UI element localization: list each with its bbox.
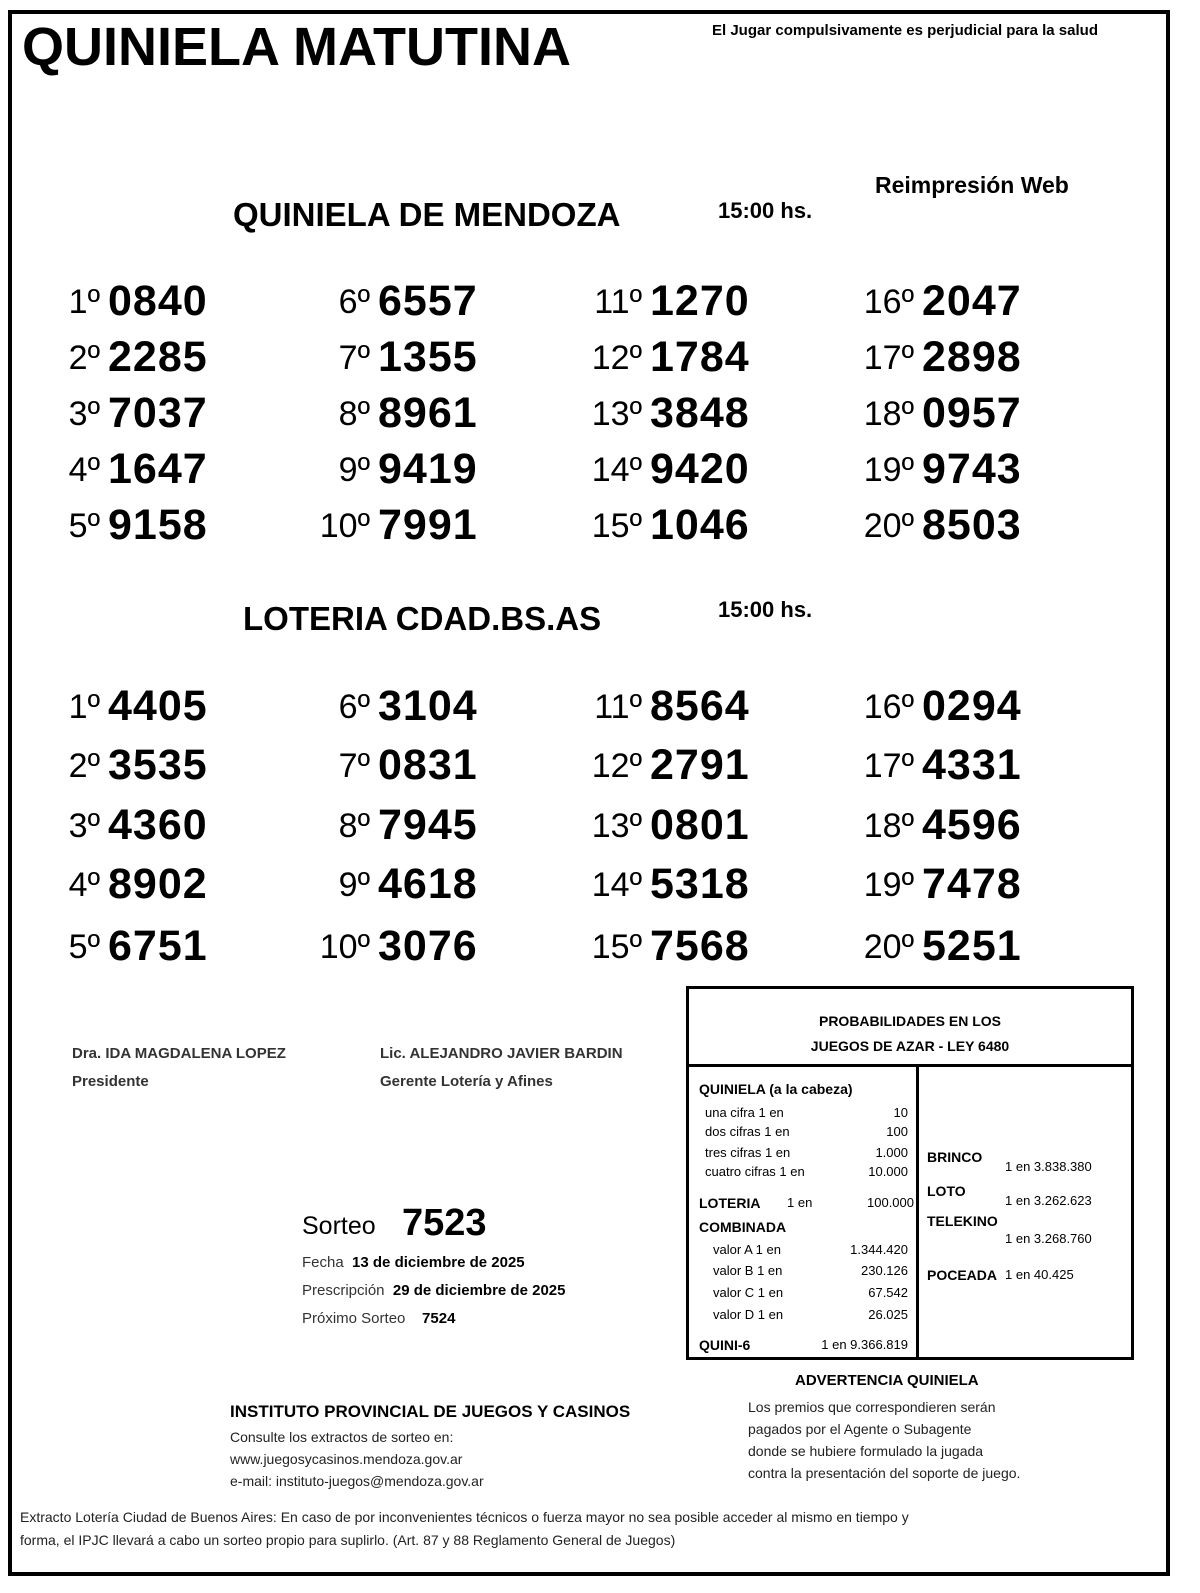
result-number: 9743	[922, 445, 1022, 493]
brinco-prob-label: BRINCO	[927, 1149, 983, 1165]
result-position: 16º	[863, 283, 914, 321]
footer-line: Extracto Lotería Ciudad de Buenos Aires: En caso de por inconvenientes técnicos o fuerza mayor no sea posible acceder al mismo en tiempo y	[20, 1509, 909, 1525]
result-number: 3104	[378, 682, 478, 730]
combinada-row-label: valor B 1 en	[713, 1263, 783, 1278]
signature-left-name: Dra. IDA MAGDALENA LOPEZ	[72, 1045, 286, 1062]
result-position: 14º	[591, 451, 642, 489]
result-number: 4618	[378, 860, 478, 908]
loteria-prob-value: 100.000	[867, 1195, 914, 1210]
result-number: 0840	[108, 277, 208, 325]
advertencia-line: Los premios que correspondieren serán	[748, 1399, 996, 1415]
quiniela-row-value: 10.000	[868, 1164, 908, 1179]
result-number: 6751	[108, 922, 208, 970]
poceada-prob-label: POCEADA	[927, 1267, 998, 1283]
result-cell	[814, 796, 1084, 849]
result-position: 10º	[319, 928, 370, 966]
draw-expiry-value: 29 de diciembre de 2025	[392, 1282, 566, 1299]
result-position: 12º	[591, 339, 642, 377]
result-cell	[814, 328, 1084, 381]
result-cell	[814, 855, 1084, 908]
result-position: 16º	[863, 688, 914, 726]
footer-note	[20, 1506, 1160, 1552]
signature-right-role: Gerente Lotería y Afines	[380, 1073, 553, 1090]
result-number: 5318	[650, 860, 750, 908]
brinco-prob-value: 1 en 3.838.380	[1005, 1159, 1092, 1174]
result-position: 11º	[594, 688, 642, 726]
result-cell	[0, 796, 270, 849]
result-cell	[814, 272, 1084, 325]
result-number: 3076	[378, 922, 478, 970]
advertencia-line: pagados por el Agente o Subagente	[748, 1421, 972, 1437]
result-position: 13º	[591, 395, 642, 433]
result-cell	[814, 917, 1084, 970]
mendoza-time: 15:00 hs.	[718, 198, 813, 223]
result-number: 2898	[922, 333, 1022, 381]
institute-text	[230, 1426, 484, 1492]
quiniela-row-value: 1.000	[875, 1145, 908, 1160]
draw-next-value: 7524	[422, 1310, 456, 1327]
quiniela-row-label: una cifra 1 en	[705, 1105, 784, 1120]
result-cell	[0, 272, 270, 325]
result-position: 5º	[68, 507, 100, 545]
result-cell	[0, 328, 270, 381]
result-cell	[542, 440, 812, 493]
result-number: 8503	[922, 501, 1022, 549]
result-number: 8961	[378, 389, 478, 437]
result-cell	[270, 736, 540, 789]
result-position: 18º	[863, 807, 914, 845]
result-position: 1º	[68, 688, 100, 726]
result-cell	[270, 384, 540, 437]
result-cell	[270, 440, 540, 493]
result-cell	[814, 440, 1084, 493]
result-number: 1046	[650, 501, 750, 549]
result-cell	[0, 496, 270, 549]
institute-line: Consulte los extractos de sorteo en:	[230, 1429, 454, 1445]
signature-right-name: Lic. ALEJANDRO JAVIER BARDIN	[380, 1045, 623, 1062]
probabilities-box	[686, 986, 1134, 1360]
result-cell	[270, 328, 540, 381]
result-cell	[0, 855, 270, 908]
result-position: 15º	[591, 928, 642, 966]
quini6-prob-value: 1 en 9.366.819	[821, 1337, 908, 1352]
result-cell	[270, 796, 540, 849]
health-warning: El Jugar compulsivamente es perjudicial para la salud	[712, 22, 1098, 39]
telekino-prob-label: TELEKINO	[927, 1213, 998, 1229]
institute-website: www.juegosycasinos.mendoza.gov.ar	[230, 1451, 463, 1467]
poceada-prob-value: 1 en 40.425	[1005, 1267, 1074, 1282]
result-cell	[542, 384, 812, 437]
result-cell	[542, 677, 812, 730]
advertencia-line: donde se hubiere formulado la jugada	[748, 1443, 984, 1459]
result-position: 11º	[594, 283, 642, 321]
probabilities-header	[689, 989, 1131, 1067]
result-number: 1784	[650, 333, 750, 381]
bsas-time: 15:00 hs.	[718, 597, 813, 622]
result-number: 4331	[922, 741, 1022, 789]
result-position: 4º	[68, 451, 100, 489]
result-number: 9419	[378, 445, 478, 493]
quiniela-row-value: 10	[893, 1105, 908, 1120]
result-number: 0294	[922, 682, 1022, 730]
combinada-row-label: valor A 1 en	[713, 1242, 781, 1257]
result-cell	[0, 917, 270, 970]
telekino-prob-value: 1 en 3.268.760	[1005, 1231, 1092, 1246]
combinada-prob-label: COMBINADA	[699, 1219, 787, 1235]
result-cell	[0, 677, 270, 730]
result-cell	[542, 796, 812, 849]
result-position: 6º	[338, 688, 370, 726]
result-number: 7991	[378, 501, 478, 549]
result-position: 5º	[68, 928, 100, 966]
institute-email: e-mail: instituto-juegos@mendoza.gov.ar	[230, 1473, 484, 1489]
result-position: 9º	[338, 866, 370, 904]
page-title: QUINIELA MATUTINA	[22, 17, 571, 77]
advertencia-text	[748, 1396, 1020, 1484]
result-number: 1355	[378, 333, 478, 381]
quiniela-row-value: 100	[886, 1124, 908, 1139]
result-position: 20º	[863, 507, 914, 545]
result-number: 3848	[650, 389, 750, 437]
result-position: 19º	[863, 451, 914, 489]
result-number: 4405	[108, 682, 208, 730]
result-cell	[542, 736, 812, 789]
result-cell	[0, 440, 270, 493]
result-number: 9420	[650, 445, 750, 493]
draw-expiry-label: Prescripción	[302, 1282, 385, 1299]
result-number: 3535	[108, 741, 208, 789]
draw-expiry	[302, 1282, 565, 1299]
result-number: 8564	[650, 682, 750, 730]
result-number: 8902	[108, 860, 208, 908]
result-cell	[542, 855, 812, 908]
result-number: 0801	[650, 801, 750, 849]
draw-date-label: Fecha	[302, 1254, 344, 1271]
result-cell	[270, 272, 540, 325]
mendoza-title: QUINIELA DE MENDOZA	[233, 196, 621, 233]
result-position: 3º	[68, 807, 100, 845]
result-position: 3º	[68, 395, 100, 433]
result-position: 18º	[863, 395, 914, 433]
result-position: 2º	[68, 339, 100, 377]
signature-left-role: Presidente	[72, 1073, 149, 1090]
result-number: 2791	[650, 741, 750, 789]
result-cell	[0, 384, 270, 437]
result-number: 2047	[922, 277, 1022, 325]
result-cell	[542, 917, 812, 970]
quiniela-prob-title: QUINIELA (a la cabeza)	[699, 1081, 853, 1097]
result-number: 5251	[922, 922, 1022, 970]
result-position: 8º	[338, 807, 370, 845]
draw-next	[302, 1310, 455, 1327]
result-position: 20º	[863, 928, 914, 966]
loto-prob-label: LOTO	[927, 1183, 966, 1199]
advertencia-title: ADVERTENCIA QUINIELA	[795, 1372, 979, 1389]
combinada-row-label: valor D 1 en	[713, 1307, 784, 1322]
result-position: 8º	[338, 395, 370, 433]
result-number: 2285	[108, 333, 208, 381]
result-position: 9º	[338, 451, 370, 489]
result-number: 7945	[378, 801, 478, 849]
result-cell	[270, 496, 540, 549]
loteria-prob-text: 1 en	[787, 1195, 813, 1210]
footer-line: forma, el IPJC llevará a cabo un sorteo propio para suplirlo. (Art. 87 y 88 Reglamento General de Juegos)	[20, 1532, 676, 1548]
combinada-row-value: 230.126	[861, 1263, 908, 1278]
draw-date-value: 13 de diciembre de 2025	[352, 1254, 525, 1271]
result-number: 7037	[108, 389, 208, 437]
result-position: 2º	[68, 747, 100, 785]
reprint-label: Reimpresión Web	[875, 172, 1069, 198]
result-position: 13º	[591, 807, 642, 845]
result-position: 10º	[319, 507, 370, 545]
result-cell	[542, 496, 812, 549]
result-number: 4596	[922, 801, 1022, 849]
result-number: 1647	[108, 445, 208, 493]
loteria-prob-label: LOTERIA	[699, 1195, 761, 1211]
probabilities-title-1: PROBABILIDADES EN LOS	[818, 1013, 1001, 1029]
result-cell	[814, 677, 1084, 730]
result-number: 9158	[108, 501, 208, 549]
result-number: 0831	[378, 741, 478, 789]
result-position: 7º	[338, 339, 370, 377]
result-number: 0957	[922, 389, 1022, 437]
result-cell	[0, 736, 270, 789]
quiniela-row-label: tres cifras 1 en	[705, 1145, 791, 1160]
combinada-row-value: 26.025	[868, 1307, 908, 1322]
result-cell	[814, 384, 1084, 437]
draw-label: Sorteo	[302, 1212, 376, 1240]
result-cell	[814, 736, 1084, 789]
result-position: 17º	[863, 339, 914, 377]
result-position: 1º	[68, 283, 100, 321]
result-position: 7º	[338, 747, 370, 785]
result-number: 7478	[922, 860, 1022, 908]
result-cell	[270, 917, 540, 970]
result-cell	[814, 496, 1084, 549]
institute-title: INSTITUTO PROVINCIAL DE JUEGOS Y CASINOS	[230, 1402, 631, 1421]
result-number: 1270	[650, 277, 750, 325]
result-cell	[270, 855, 540, 908]
quini6-prob-label: QUINI-6	[699, 1337, 751, 1353]
combinada-row-value: 67.542	[868, 1285, 908, 1300]
result-position: 19º	[863, 866, 914, 904]
draw-number: 7523	[402, 1202, 487, 1244]
quiniela-row-label: dos cifras 1 en	[705, 1124, 790, 1139]
result-position: 15º	[591, 507, 642, 545]
advertencia-line: contra la presentación del soporte de juego.	[748, 1465, 1021, 1481]
result-cell	[270, 677, 540, 730]
quiniela-row-label: cuatro cifras 1 en	[705, 1164, 805, 1179]
result-position: 6º	[338, 283, 370, 321]
draw-next-label: Próximo Sorteo	[302, 1310, 406, 1327]
result-number: 4360	[108, 801, 208, 849]
result-number: 6557	[378, 277, 478, 325]
result-number: 7568	[650, 922, 750, 970]
combinada-row-label: valor C 1 en	[713, 1285, 784, 1300]
combinada-row-value: 1.344.420	[850, 1242, 908, 1257]
result-cell	[542, 272, 812, 325]
probabilities-title-2: JUEGOS DE AZAR - LEY 6480	[810, 1038, 1010, 1054]
draw-date	[302, 1254, 525, 1271]
result-position: 4º	[68, 866, 100, 904]
result-position: 12º	[591, 747, 642, 785]
probabilities-left-column	[689, 1067, 919, 1357]
result-position: 14º	[591, 866, 642, 904]
bsas-title: LOTERIA CDAD.BS.AS	[243, 600, 602, 637]
loto-prob-value: 1 en 3.262.623	[1005, 1193, 1092, 1208]
result-cell	[542, 328, 812, 381]
result-position: 17º	[863, 747, 914, 785]
